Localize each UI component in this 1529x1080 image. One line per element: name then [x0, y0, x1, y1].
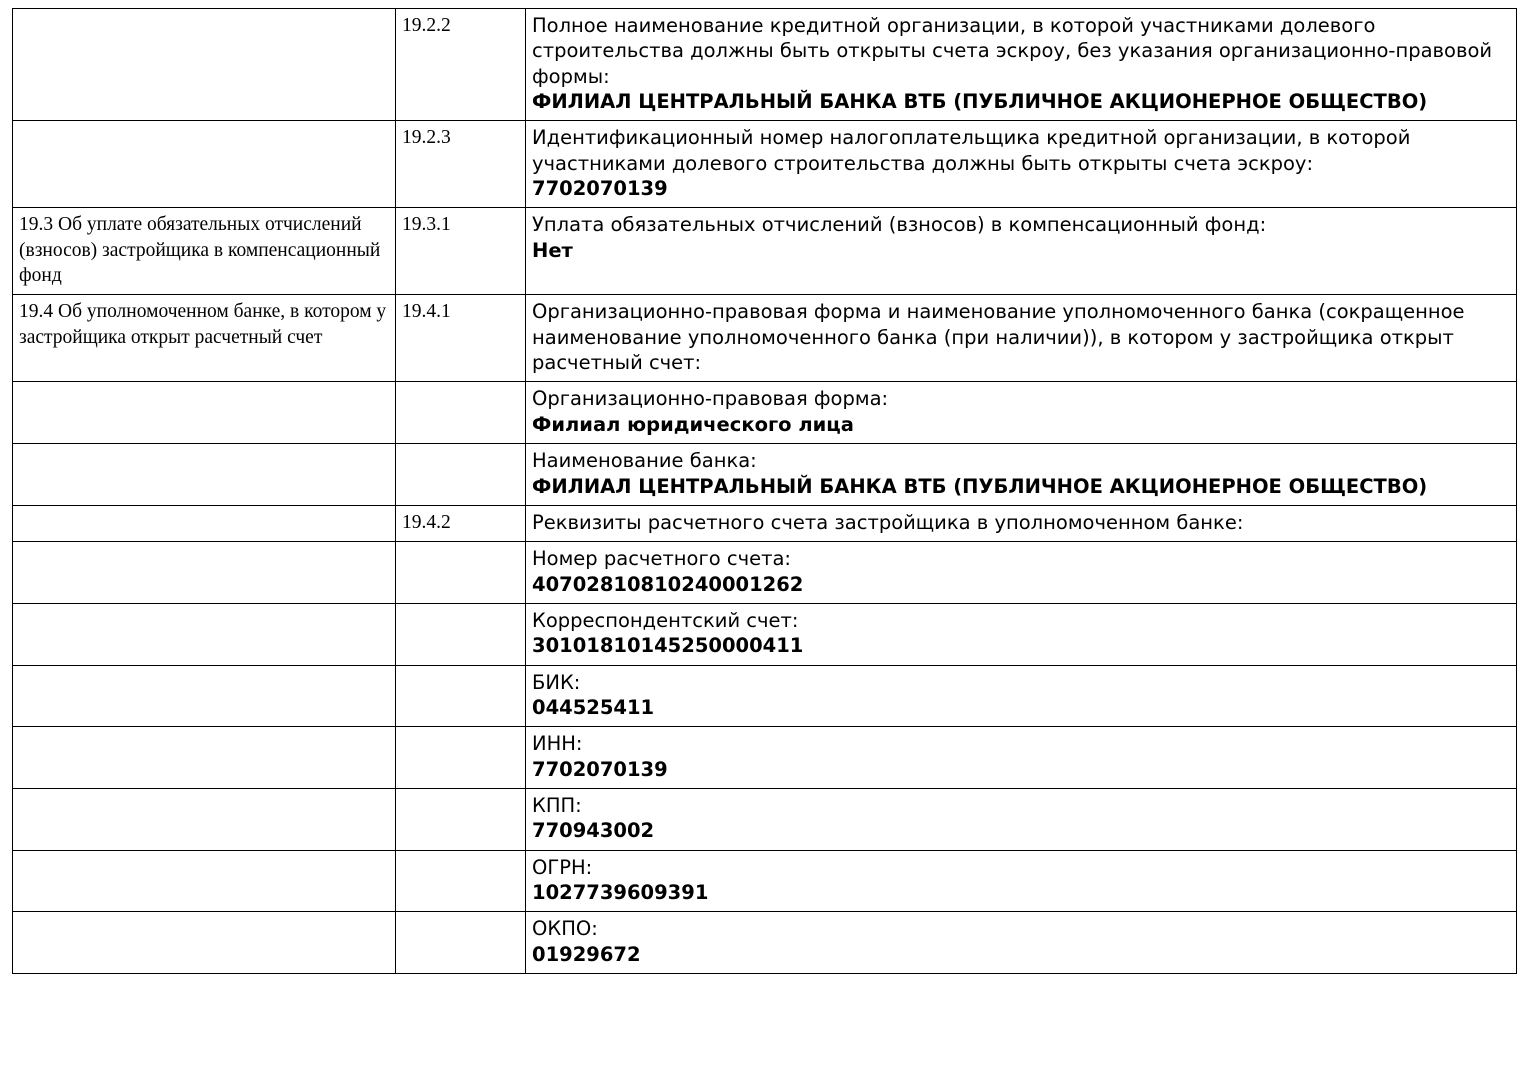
section-name-cell	[13, 542, 396, 604]
section-name-cell	[13, 850, 396, 912]
table-row	[13, 788, 1517, 850]
clause-number-cell: 19.4.1	[396, 295, 526, 382]
field-value: 7702070139	[532, 177, 668, 201]
field-label: Корреспондентский счет:	[532, 608, 799, 632]
field-label: ОГРН:	[532, 855, 593, 879]
table-row	[13, 912, 1517, 974]
section-name-cell	[13, 912, 396, 974]
field-value-cell	[526, 505, 1517, 541]
field-value-cell	[526, 121, 1517, 208]
table-row	[13, 9, 1517, 121]
field-value-cell	[526, 603, 1517, 665]
field-value-cell	[526, 727, 1517, 789]
table-row	[13, 295, 1517, 382]
clause-number-cell	[396, 850, 526, 912]
section-name-cell	[13, 665, 396, 727]
field-label: Уплата обязательных отчислений (взносов) в компенсационный фонд:	[532, 213, 1267, 237]
field-label: Наименование банка:	[532, 449, 757, 473]
table-body	[13, 9, 1517, 974]
table-row	[13, 121, 1517, 208]
field-value: 7702070139	[532, 757, 668, 781]
field-label: Идентификационный номер налогоплательщика кредитной организации, в которой участниками долевого строительства должны быть открыты счета эскроу:	[532, 126, 1417, 175]
table-row	[13, 505, 1517, 541]
clause-number-cell	[396, 788, 526, 850]
field-value: ФИЛИАЛ ЦЕНТРАЛЬНЫЙ БАНКА ВТБ (ПУБЛИЧНОЕ АКЦИОНЕРНОЕ ОБЩЕСТВО)	[532, 90, 1428, 114]
field-value: 30101810145250000411	[532, 634, 804, 658]
field-value-cell	[526, 444, 1517, 506]
table-row	[13, 665, 1517, 727]
field-value: Филиал юридического лица	[532, 412, 854, 436]
field-value-cell	[526, 295, 1517, 382]
field-label: Организационно-правовая форма и наименование уполномоченного банка (сокращенное наименование уполномоченного банка (при наличии)), в котором у застройщика открыт расчетный счет:	[532, 300, 1471, 375]
field-label: ИНН:	[532, 732, 583, 756]
field-value: ФИЛИАЛ ЦЕНТРАЛЬНЫЙ БАНКА ВТБ (ПУБЛИЧНОЕ АКЦИОНЕРНОЕ ОБЩЕСТВО)	[532, 474, 1428, 498]
clause-number-cell	[396, 542, 526, 604]
field-label: КПП:	[532, 793, 582, 817]
section-name-cell	[13, 382, 396, 444]
field-label: БИК:	[532, 670, 581, 694]
section-name-cell	[13, 9, 396, 121]
section-name-cell	[13, 505, 396, 541]
field-value-cell	[526, 542, 1517, 604]
field-label: Организационно-правовая форма:	[532, 387, 889, 411]
section-name-cell	[13, 121, 396, 208]
field-label: Номер расчетного счета:	[532, 547, 791, 571]
field-value-cell	[526, 788, 1517, 850]
field-value-cell	[526, 912, 1517, 974]
table-row	[13, 850, 1517, 912]
clause-number-cell	[396, 665, 526, 727]
clause-number-cell	[396, 444, 526, 506]
field-value: Нет	[532, 238, 573, 262]
field-value-cell	[526, 208, 1517, 295]
field-value-cell	[526, 665, 1517, 727]
section-name-cell	[13, 444, 396, 506]
section-name-cell: 19.4 Об уполномоченном банке, в котором у застройщика открыт расчетный счет	[13, 295, 396, 382]
field-value-cell	[526, 382, 1517, 444]
field-value: 1027739609391	[532, 880, 709, 904]
clause-number-cell	[396, 912, 526, 974]
clause-number-cell: 19.4.2	[396, 505, 526, 541]
clause-number-cell: 19.2.3	[396, 121, 526, 208]
field-label: Реквизиты расчетного счета застройщика в уполномоченном банке:	[532, 510, 1244, 534]
field-value: 770943002	[532, 819, 655, 843]
clause-number-cell: 19.2.2	[396, 9, 526, 121]
field-value-cell	[526, 850, 1517, 912]
table-row	[13, 603, 1517, 665]
section-name-cell	[13, 727, 396, 789]
section-name-cell	[13, 603, 396, 665]
table-row	[13, 727, 1517, 789]
section-name-cell	[13, 788, 396, 850]
table-row	[13, 382, 1517, 444]
field-value-cell	[526, 9, 1517, 121]
field-label: Полное наименование кредитной организации, в которой участниками долевого строительства должны быть открыты счета эскроу, без указания организационно-правовой формы:	[532, 14, 1499, 88]
field-value: 40702810810240001262	[532, 572, 804, 596]
field-label: ОКПО:	[532, 917, 598, 941]
developer-disclosure-table	[12, 8, 1517, 974]
field-value: 044525411	[532, 695, 655, 719]
clause-number-cell: 19.3.1	[396, 208, 526, 295]
clause-number-cell	[396, 727, 526, 789]
field-value: 01929672	[532, 942, 641, 966]
table-row	[13, 542, 1517, 604]
clause-number-cell	[396, 603, 526, 665]
table-row	[13, 208, 1517, 295]
section-name-cell: 19.3 Об уплате обязательных отчислений (взносов) застройщика в компенсационный фонд	[13, 208, 396, 295]
table-row	[13, 444, 1517, 506]
clause-number-cell	[396, 382, 526, 444]
